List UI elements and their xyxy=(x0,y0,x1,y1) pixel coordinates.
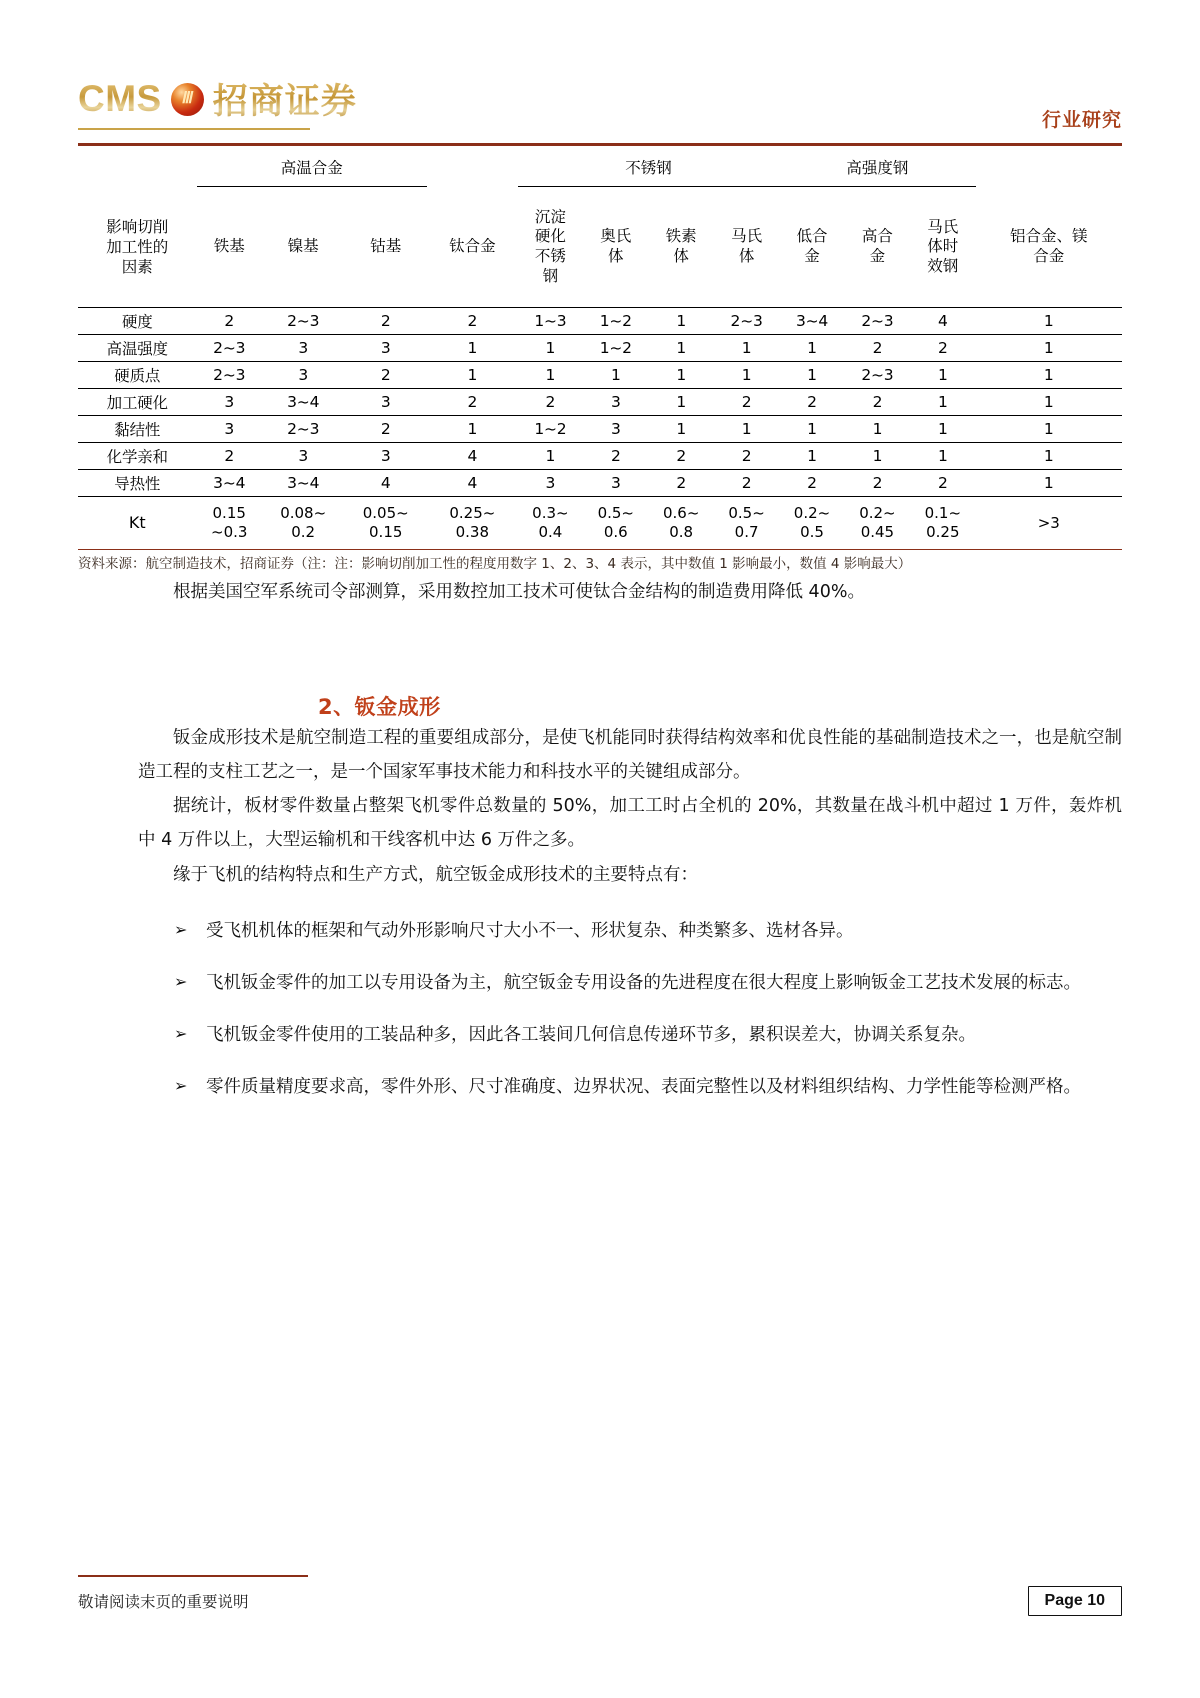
group-stainless: 不锈钢 xyxy=(518,152,780,187)
table-cell: 1 xyxy=(714,362,779,389)
table-cell: 1 xyxy=(583,362,648,389)
bullet-arrow-icon: ➢ xyxy=(174,919,188,939)
table-cell: 2 xyxy=(344,362,427,389)
bullet-arrow-icon: ➢ xyxy=(174,1023,188,1043)
table-cell-kt: 0.1~ 0.25 xyxy=(910,497,975,550)
logo-cms-text: CMS xyxy=(78,78,162,119)
table-group-header-row xyxy=(78,152,1122,187)
table-row xyxy=(78,470,1122,497)
table-cell: 2~3 xyxy=(845,362,910,389)
col-header-low-alloy: 低合 金 xyxy=(796,227,828,265)
paragraph-intro: 根据美国空军系统司令部测算，采用数控加工技术可使钛合金结构的制造费用降低 40%。 xyxy=(173,581,865,602)
table-cell: 2 xyxy=(427,389,518,416)
table-cell: 3~4 xyxy=(197,470,262,497)
table-cell: 1 xyxy=(648,308,713,335)
group-blank-left xyxy=(78,152,197,187)
table-cell: 4 xyxy=(910,308,975,335)
table-cell: 3 xyxy=(344,443,427,470)
table-cell: 4 xyxy=(427,443,518,470)
row-label: 加工硬化 xyxy=(78,389,197,416)
page-number-badge: Page 10 xyxy=(1028,1586,1122,1616)
table-cell: 3 xyxy=(262,362,345,389)
table-cell: 1 xyxy=(427,362,518,389)
table-cell: 1 xyxy=(648,362,713,389)
table-cell: 3 xyxy=(583,389,648,416)
table-cell: 3 xyxy=(197,416,262,443)
table-cell: 2~3 xyxy=(197,362,262,389)
table-cell: 1~2 xyxy=(583,308,648,335)
table-cell: 3 xyxy=(262,335,345,362)
orb-logo-icon xyxy=(171,83,204,116)
table-cell: 2 xyxy=(779,389,844,416)
col-header-high-alloy: 高合 金 xyxy=(861,227,893,265)
list-item-text: 飞机钣金零件使用的工装品种多，因此各工装间几何信息传递环节多，累积误差大，协调关系复杂。 xyxy=(206,1024,976,1045)
table-cell-kt: 0.08~ 0.2 xyxy=(262,497,345,550)
table-cell: 1 xyxy=(845,416,910,443)
table-cell-kt: 0.6~ 0.8 xyxy=(648,497,713,550)
row-label: 硬度 xyxy=(78,308,197,335)
table-cell: 2 xyxy=(197,308,262,335)
table-row-kt xyxy=(78,497,1122,550)
table-cell: 2 xyxy=(714,389,779,416)
table-cell: 2~3 xyxy=(714,308,779,335)
footer-divider xyxy=(78,1575,308,1578)
table-cell: 1 xyxy=(518,335,583,362)
table-cell: 1 xyxy=(779,335,844,362)
col-header-titanium-alloy: 钛合金 xyxy=(449,236,496,255)
col-header-martensite: 马氏 体 xyxy=(731,227,763,265)
table-cell: 3 xyxy=(344,335,427,362)
list-item xyxy=(138,966,1122,1000)
company-logo xyxy=(78,74,357,124)
logo-underline xyxy=(78,128,310,130)
footer-note: 敬请阅读末页的重要说明 xyxy=(78,1593,249,1611)
table-source-note: 资料来源：航空制造技术，招商证券（注：注：影响切削加工性的程度用数字 1、2、3、4 表示，其中数值 1 影响最小，数值 4 影响最大） xyxy=(78,556,912,572)
table-cell: 2 xyxy=(910,335,975,362)
table-cell: 2~3 xyxy=(262,416,345,443)
group-blank-right xyxy=(976,152,1122,187)
list-item-text: 受飞机机体的框架和气动外形影响尺寸大小不一、形状复杂、种类繁多、选材各异。 xyxy=(206,920,854,941)
table-cell: 1 xyxy=(714,335,779,362)
table-cell: 4 xyxy=(344,470,427,497)
table-cell: 3 xyxy=(262,443,345,470)
table-cell: 1 xyxy=(845,443,910,470)
table-cell-kt: 0.3~ 0.4 xyxy=(518,497,583,550)
table-cell: 2 xyxy=(583,443,648,470)
paragraph-3: 缘于飞机的结构特点和生产方式，航空钣金成形技术的主要特点有： xyxy=(173,864,698,885)
table-cell: 2 xyxy=(845,389,910,416)
paragraph-2: 据统计，板材零件数量占整架飞机零件总数量的 50%，加工工时占全机的 20%，其数量在战斗机中超过 1 万件，轰炸机中 4 万件以上，大型运输机和干线客机中达 6 万件之多。 xyxy=(138,796,1122,851)
table-cell: 2 xyxy=(648,470,713,497)
table-cell: 2 xyxy=(845,335,910,362)
table-cell: 1 xyxy=(976,443,1122,470)
table-cell: 1 xyxy=(910,389,975,416)
table-row xyxy=(78,416,1122,443)
list-item xyxy=(138,914,1122,948)
row-label: 黏结性 xyxy=(78,416,197,443)
table-cell-kt: >3 xyxy=(976,497,1122,550)
table-cell: 2 xyxy=(344,308,427,335)
table-cell: 2 xyxy=(714,470,779,497)
table-cell: 1 xyxy=(976,470,1122,497)
row-label: 导热性 xyxy=(78,470,197,497)
table-cell: 1 xyxy=(779,362,844,389)
table-cell: 2 xyxy=(427,308,518,335)
table-cell: 2~3 xyxy=(197,335,262,362)
table-row xyxy=(78,308,1122,335)
table-cell: 2 xyxy=(845,470,910,497)
table-row xyxy=(78,389,1122,416)
table-cell: 3~4 xyxy=(262,389,345,416)
table-cell: 1~2 xyxy=(518,416,583,443)
bullet-arrow-icon: ➢ xyxy=(174,1076,188,1096)
table-cell: 4 xyxy=(427,470,518,497)
table-cell: 3 xyxy=(583,416,648,443)
table-cell-kt: 0.25~ 0.38 xyxy=(427,497,518,550)
col-header-al-mg-alloy: 铝合金、镁 合金 xyxy=(1010,227,1088,265)
table-cell-kt: 0.15 ~0.3 xyxy=(197,497,262,550)
col-header-precipitation-hardened-stainless: 沉淀 硬化 不锈 钢 xyxy=(534,207,566,285)
table-cell: 2 xyxy=(344,416,427,443)
table-cell: 3 xyxy=(583,470,648,497)
table-cell: 3 xyxy=(197,389,262,416)
table-cell: 3 xyxy=(344,389,427,416)
table-cell: 2 xyxy=(648,443,713,470)
table-row xyxy=(78,335,1122,362)
table-cell: 3~4 xyxy=(262,470,345,497)
table-row xyxy=(78,362,1122,389)
table-cell: 1 xyxy=(427,335,518,362)
col-header-nickel-base: 镍基 xyxy=(287,237,319,256)
table-cell: 1~3 xyxy=(518,308,583,335)
paragraph-1: 钣金成形技术是航空制造工程的重要组成部分，是使飞机能同时获得结构效率和优良性能的基础制造技术之一，也是航空制造工程的支柱工艺之一，是一个国家军事技术能力和科技水平的关键组成部分。 xyxy=(138,728,1122,783)
table-cell: 2 xyxy=(197,443,262,470)
table-cell-kt: 0.2~ 0.5 xyxy=(779,497,844,550)
table-cell: 1 xyxy=(779,416,844,443)
col-header-iron-base: 铁基 xyxy=(213,237,245,256)
page-body xyxy=(78,575,1122,1104)
col-header-maraging-steel: 马氏 体时 效钢 xyxy=(927,217,959,275)
table-cell: 1 xyxy=(910,443,975,470)
table-cell: 1 xyxy=(518,443,583,470)
section-title: 2、钣金成形 xyxy=(318,695,441,720)
table-cell: 1 xyxy=(976,362,1122,389)
table-cell: 1 xyxy=(976,416,1122,443)
table-cell: 2~3 xyxy=(845,308,910,335)
header-section-label: 行业研究 xyxy=(1041,109,1122,131)
machinability-table xyxy=(78,152,1122,550)
table-cell-kt: 0.05~ 0.15 xyxy=(344,497,427,550)
table-cell: 1 xyxy=(714,416,779,443)
col-header-cobalt-base: 钴基 xyxy=(370,237,402,256)
col-header-austenite: 奥氏 体 xyxy=(600,227,632,265)
table-cell: 2 xyxy=(714,443,779,470)
group-highstrength: 高强度钢 xyxy=(779,152,975,187)
table-cell: 1 xyxy=(779,443,844,470)
header-divider xyxy=(78,143,1122,146)
group-superalloy: 高温合金 xyxy=(197,152,427,187)
table-cell: 1 xyxy=(648,416,713,443)
table-row xyxy=(78,443,1122,470)
table-cell: 1 xyxy=(648,389,713,416)
table-cell: 1 xyxy=(910,416,975,443)
table-cell: 2~3 xyxy=(262,308,345,335)
table-cell: 2 xyxy=(779,470,844,497)
list-item-text: 零件质量精度要求高，零件外形、尺寸准确度、边界状况、表面完整性以及材料组织结构、力学性能等检测严格。 xyxy=(206,1077,1081,1098)
table-cell: 1 xyxy=(648,335,713,362)
table-column-header-row xyxy=(78,187,1122,308)
table-cell: 1 xyxy=(976,308,1122,335)
list-item xyxy=(138,1070,1122,1104)
page-footer xyxy=(78,1575,1122,1617)
machinability-table-wrap xyxy=(78,152,1122,550)
table-cell: 1~2 xyxy=(583,335,648,362)
table-cell: 1 xyxy=(910,362,975,389)
table-cell: 2 xyxy=(518,389,583,416)
table-cell: 3~4 xyxy=(779,308,844,335)
row-label: 化学亲和 xyxy=(78,443,197,470)
page-header xyxy=(78,58,1122,146)
table-cell: 3 xyxy=(518,470,583,497)
table-cell: 1 xyxy=(976,335,1122,362)
bullet-arrow-icon: ➢ xyxy=(174,971,188,991)
table-cell: 1 xyxy=(976,389,1122,416)
row-label: 高温强度 xyxy=(78,335,197,362)
table-cell-kt: 0.5~ 0.7 xyxy=(714,497,779,550)
table-cell-kt: 0.2~ 0.45 xyxy=(845,497,910,550)
list-item xyxy=(138,1018,1122,1052)
table-data-body xyxy=(78,308,1122,550)
row-label: 硬质点 xyxy=(78,362,197,389)
table-cell: 2 xyxy=(910,470,975,497)
table-cell: 1 xyxy=(427,416,518,443)
row-label-kt: Kt xyxy=(78,497,197,550)
col-header-ferrite: 铁素 体 xyxy=(665,227,697,265)
logo-chinese-text: 招商证券 xyxy=(213,74,357,124)
feature-bullet-list xyxy=(78,914,1122,1105)
table-cell: 1 xyxy=(518,362,583,389)
table-cell-kt: 0.5~ 0.6 xyxy=(583,497,648,550)
list-item-text: 飞机钣金零件的加工以专用设备为主，航空钣金专用设备的先进程度在很大程度上影响钣金工艺技术发展的标志。 xyxy=(206,972,1081,993)
group-blank-ti xyxy=(427,152,518,187)
col-header-factor: 影响切削 加工性的 因素 xyxy=(106,217,169,276)
